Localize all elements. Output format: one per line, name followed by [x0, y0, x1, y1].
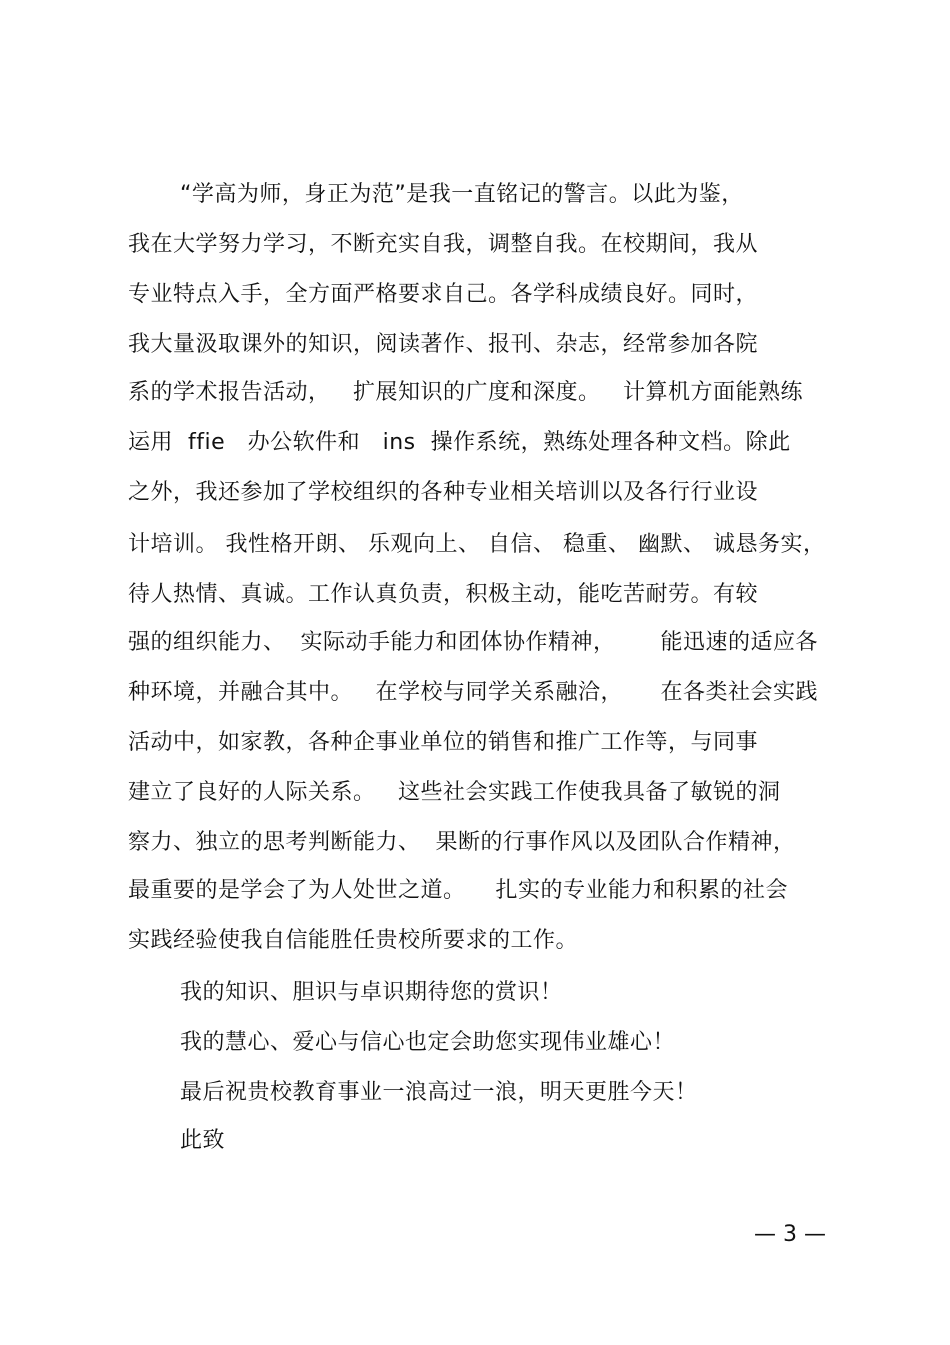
- paragraph-line-3: 专业特点入手，全方面严格要求自己。各学科成绩良好。同时，: [128, 282, 759, 307]
- closing-line-3: 最后祝贵校教育事业一浪高过一浪，明天更胜今天！: [180, 1080, 698, 1105]
- paragraph-line-11: 种环境，并融合其中。 在学校与同学关系融洽， 在各类社会实践: [128, 680, 818, 705]
- paragraph-line-13: 建立了良好的人际关系。 这些社会实践工作使我具备了敏锐的洞: [128, 780, 781, 805]
- closing-line-1: 我的知识、胆识与卓识期待您的赏识！: [180, 980, 563, 1005]
- paragraph-line-1: “学高为师，身正为范”是我一直铭记的警言。以此为鉴，: [180, 182, 744, 207]
- closing-line-salutation: 此致: [180, 1128, 226, 1153]
- paragraph-line-8: 计培训。 我性格开朗、 乐观向上、 自信、 稳重、 幽默、 诚恳务实，: [128, 532, 826, 557]
- paragraph-line-14: 察力、独立的思考判断能力、 果断的行事作风以及团队合作精神，: [128, 830, 796, 855]
- page-number: — 3 —: [754, 1222, 826, 1247]
- paragraph-line-5: 系的学术报告活动， 扩展知识的广度和深度。 计算机方面能熟练: [128, 380, 803, 405]
- paragraph-line-15: 最重要的是学会了为人处世之道。 扎实的专业能力和积累的社会: [128, 878, 788, 903]
- paragraph-line-16: 实践经验使我自信能胜任贵校所要求的工作。: [128, 928, 579, 953]
- paragraph-line-9: 待人热情、真诚。工作认真负责，积极主动，能吃苦耐劳。有较: [128, 582, 759, 607]
- closing-line-2: 我的慧心、爱心与信心也定会助您实现伟业雄心！: [180, 1030, 676, 1055]
- paragraph-line-12: 活动中，如家教，各种企事业单位的销售和推广工作等，与同事: [128, 730, 759, 755]
- paragraph-line-10: 强的组织能力、 实际动手能力和团体协作精神， 能迅速的适应各: [128, 630, 818, 655]
- paragraph-line-2: 我在大学努力学习，不断充实自我，调整自我。在校期间，我从: [128, 232, 759, 257]
- paragraph-line-6: 运用 ffie 办公软件和 ins 操作系统，熟练处理各种文档。除此: [128, 430, 791, 455]
- paragraph-line-7: 之外，我还参加了学校组织的各种专业相关培训以及各行行业设: [128, 480, 759, 505]
- paragraph-line-4: 我大量汲取课外的知识，阅读著作、报刊、杂志，经常参加各院: [128, 332, 759, 357]
